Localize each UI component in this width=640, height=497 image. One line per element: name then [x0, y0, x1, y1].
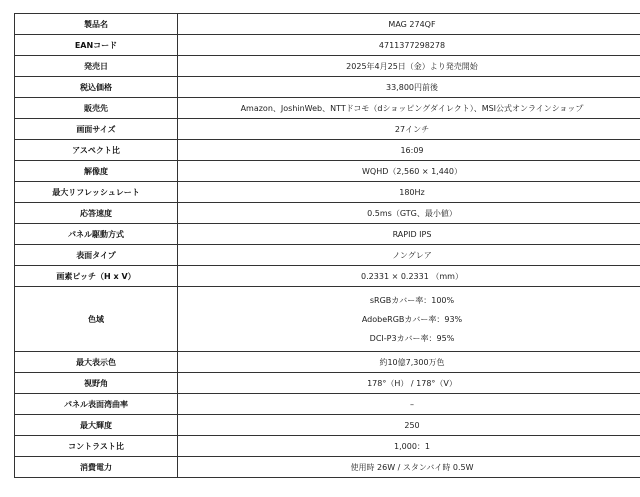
row-label-curvature: パネル表面湾曲率	[15, 394, 178, 415]
row-label-price: 税込価格	[15, 77, 178, 98]
table-row	[15, 98, 640, 119]
row-value-pixel-pitch: 0.2331 × 0.2331 （mm）	[178, 266, 640, 287]
table-row	[15, 182, 640, 203]
row-value-panel-type: RAPID IPS	[178, 224, 640, 245]
row-value-max-colors: 約10億7,300万色	[178, 352, 640, 373]
table-row	[15, 266, 640, 287]
row-label-viewing-angle: 視野角	[15, 373, 178, 394]
table-row	[15, 14, 640, 35]
row-value-price: 33,800円前後	[178, 77, 640, 98]
row-label-surface-type: 表面タイプ	[15, 245, 178, 266]
row-value-max-brightness: 250	[178, 415, 640, 436]
table-row	[15, 436, 640, 457]
table-row	[15, 56, 640, 77]
row-label-retailers: 販売先	[15, 98, 178, 119]
row-label-max-brightness: 最大輝度	[15, 415, 178, 436]
table-row	[15, 415, 640, 436]
table-row	[15, 140, 640, 161]
spec-table	[14, 13, 640, 478]
row-label-panel-type: パネル駆動方式	[15, 224, 178, 245]
table-row	[15, 394, 640, 415]
table-row	[15, 352, 640, 373]
row-label-max-colors: 最大表示色	[15, 352, 178, 373]
row-value-contrast-ratio: 1,000：1	[178, 436, 640, 457]
row-value-screen-size: 27インチ	[178, 119, 640, 140]
table-row	[15, 457, 640, 478]
row-label-ean-code: EANコード	[15, 35, 178, 56]
row-value-curvature: –	[178, 394, 640, 415]
row-value-ean-code: 4711377298278	[178, 35, 640, 56]
row-value-color-gamut	[178, 287, 640, 352]
row-value-release-date: 2025年4月25日（金）より発売開始	[178, 56, 640, 77]
row-value-power-consumption: 使用時 26W / スタンバイ時 0.5W	[178, 457, 640, 478]
table-row	[15, 161, 640, 182]
color-gamut-adobergb: AdobeRGBカバー率：93%	[361, 314, 463, 324]
table-row	[15, 373, 640, 394]
table-row	[15, 119, 640, 140]
table-row	[15, 287, 640, 352]
row-value-aspect-ratio: 16:09	[178, 140, 640, 161]
row-label-release-date: 発売日	[15, 56, 178, 77]
table-row	[15, 35, 640, 56]
row-value-response-time: 0.5ms（GTG、最小値）	[178, 203, 640, 224]
row-value-retailers: Amazon、JoshinWeb、NTTドコモ（dショッピングダイレクト）、MSI公式オンラインショップ	[178, 98, 640, 119]
row-label-refresh-rate: 最大リフレッシュレート	[15, 182, 178, 203]
row-label-product-name: 製品名	[15, 14, 178, 35]
color-gamut-srgb: sRGBカバー率：100%	[369, 295, 455, 305]
table-row	[15, 203, 640, 224]
row-value-viewing-angle: 178°（H） / 178°（V）	[178, 373, 640, 394]
row-label-resolution: 解像度	[15, 161, 178, 182]
table-row	[15, 77, 640, 98]
row-label-response-time: 応答速度	[15, 203, 178, 224]
row-label-contrast-ratio: コントラスト比	[15, 436, 178, 457]
row-label-screen-size: 画面サイズ	[15, 119, 178, 140]
row-value-refresh-rate: 180Hz	[178, 182, 640, 203]
row-label-power-consumption: 消費電力	[15, 457, 178, 478]
row-value-resolution: WQHD（2,560 × 1,440）	[178, 161, 640, 182]
color-gamut-dci-p3: DCI-P3カバー率：95%	[369, 333, 455, 343]
row-value-product-name: MAG 274QF	[178, 14, 640, 35]
row-value-surface-type: ノングレア	[178, 245, 640, 266]
row-label-aspect-ratio: アスペクト比	[15, 140, 178, 161]
row-label-pixel-pitch: 画素ピッチ（H x V）	[15, 266, 178, 287]
row-label-color-gamut: 色域	[15, 287, 178, 352]
table-row	[15, 224, 640, 245]
table-row	[15, 245, 640, 266]
